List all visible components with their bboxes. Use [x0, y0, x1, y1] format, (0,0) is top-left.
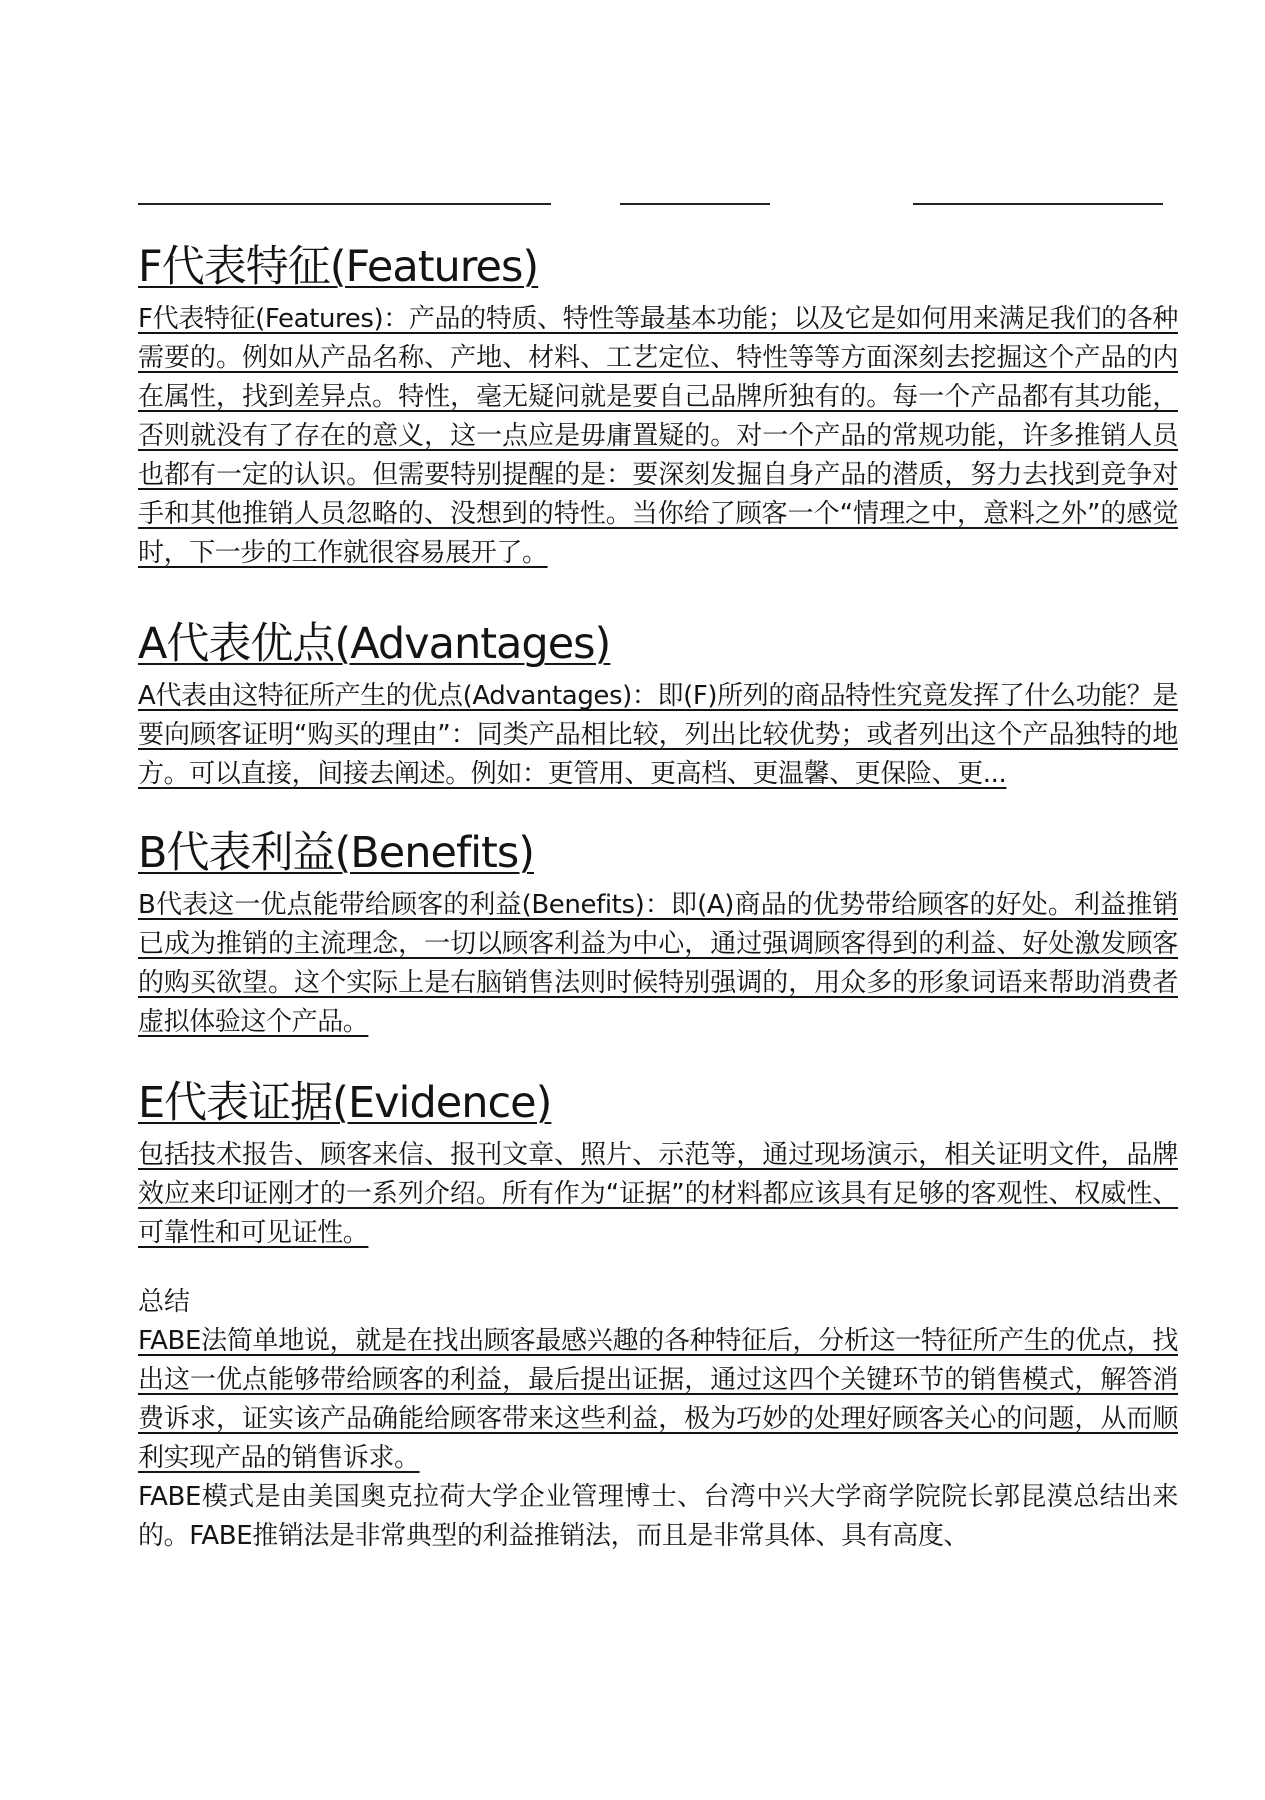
section-summary	[138, 1283, 1178, 1556]
section-benefits	[138, 824, 1178, 1042]
section-heading-evidence: E代表证据(Evidence)	[138, 1078, 552, 1128]
section-body-advantages: A代表由这特征所产生的优点(Advantages)：即(F)所列的商品特性究竟发挥了什么功能？是要向顾客证明“购买的理由”：同类产品相比较，列出比较优势；或者列出这个产品独特的地方。可以直接，间接去阐述。例如：更管用、更高档、更温馨、更保险、更...	[138, 681, 1178, 789]
header-rule-right	[913, 203, 1163, 205]
section-advantages	[138, 615, 1178, 794]
section-heading-advantages: A代表优点(Advantages)	[138, 619, 611, 669]
section-body-evidence: 包括技术报告、顾客来信、报刊文章、照片、示范等，通过现场演示，相关证明文件，品牌效应来印证刚才的一系列介绍。所有作为“证据”的材料都应该具有足够的客观性、权威性、可靠性和可见证性。	[138, 1140, 1178, 1248]
document-body	[138, 238, 1178, 1556]
section-heading-features: F代表特征(Features)	[138, 242, 539, 292]
header-rule-center	[620, 203, 770, 205]
summary-body-underlined: FABE法简单地说，就是在找出顾客最感兴趣的各种特征后，分析这一特征所产生的优点，找出这一优点能够带给顾客的利益，最后提出证据，通过这四个关键环节的销售模式，解答消费诉求，证实该产品确能给顾客带来这些利益，极为巧妙的处理好顾客关心的问题，从而顺利实现产品的销售诉求。	[138, 1326, 1178, 1473]
summary-label: 总结	[138, 1287, 191, 1317]
section-body-benefits: B代表这一优点能带给顾客的利益(Benefits)：即(A)商品的优势带给顾客的好处。利益推销已成为推销的主流理念，一切以顾客利益为中心，通过强调顾客得到的利益、好处激发顾客的购买欲望。这个实际上是右脑销售法则时候特别强调的，用众多的形象词语来帮助消费者虚拟体验这个产品。	[138, 890, 1178, 1037]
section-heading-benefits: B代表利益(Benefits)	[138, 828, 535, 878]
section-body-features: F代表特征(Features)：产品的特质、特性等最基本功能；以及它是如何用来满足我们的各种需要的。例如从产品名称、产地、材料、工艺定位、特性等等方面深刻去挖掘这个产品的内在属性，找到差异点。特性，毫无疑问就是要自己品牌所独有的。每一个产品都有其功能，否则就没有了存在的意义，这一点应是毋庸置疑的。对一个产品的常规功能，许多推销人员也都有一定的认识。但需要特别提醒的是：要深刻发掘自身产品的潜质，努力去找到竞争对手和其他推销人员忽略的、没想到的特性。当你给了顾客一个“情理之中，意料之外”的感觉时，下一步的工作就很容易展开了。	[138, 304, 1178, 568]
section-evidence	[138, 1074, 1178, 1253]
section-features	[138, 238, 1178, 573]
summary-body-plain: FABE模式是由美国奥克拉荷大学企业管理博士、台湾中兴大学商学院院长郭昆漠总结出来的。FABE推销法是非常典型的利益推销法，而且是非常具体、具有高度、	[138, 1482, 1178, 1551]
header-rule-left	[138, 203, 551, 205]
